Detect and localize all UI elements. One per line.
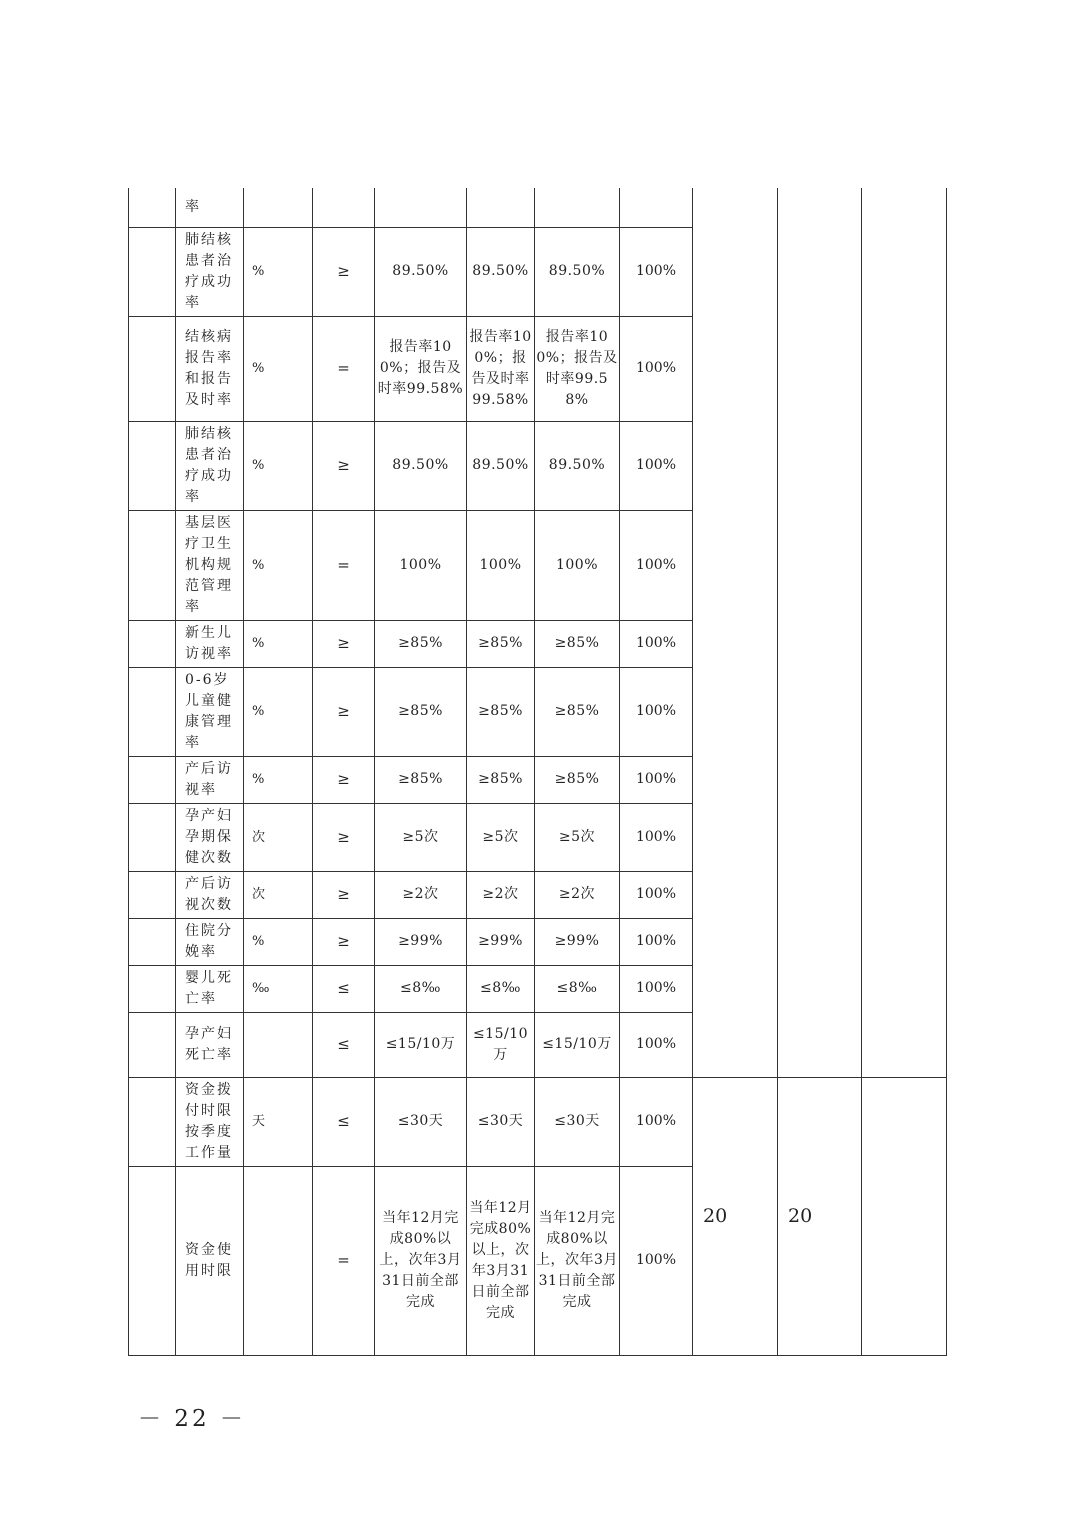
unit-cell — [244, 1012, 313, 1077]
value-cell: 当年12月完成80%以上，次年3月31日前全部完成 — [535, 1166, 620, 1355]
comparison-cell: ≥ — [313, 620, 375, 667]
indicator-name: 孕产妇孕期保健次数 — [176, 803, 244, 871]
value-cell: ≥2次 — [535, 871, 620, 918]
value-cell: ≥5次 — [535, 803, 620, 871]
comparison-cell: = — [313, 316, 375, 421]
score-cell: 100% — [620, 871, 693, 918]
value-cell: 89.50% — [467, 421, 535, 510]
weight-cell: 20 — [693, 1077, 778, 1355]
merged-empty-cell — [778, 188, 862, 1077]
value-cell: 100% — [375, 510, 467, 620]
merged-empty-cell — [693, 188, 778, 1077]
score-cell — [620, 188, 693, 227]
score-cell: 100% — [620, 756, 693, 803]
value-cell: ≥99% — [375, 918, 467, 965]
comparison-cell: ≤ — [313, 965, 375, 1012]
value-cell: 当年12月完成80%以上，次年3月31日前全部完成 — [467, 1166, 535, 1355]
value-cell: 89.50% — [535, 421, 620, 510]
unit-cell — [244, 188, 313, 227]
comparison-cell: = — [313, 1166, 375, 1355]
comparison-cell: ≥ — [313, 421, 375, 510]
unit-cell: 天 — [244, 1077, 313, 1166]
value-cell: ≥2次 — [467, 871, 535, 918]
comparison-cell: ≤ — [313, 1012, 375, 1077]
score-cell: 100% — [620, 316, 693, 421]
score-cell: 100% — [620, 620, 693, 667]
performance-indicator-table — [128, 188, 947, 1356]
comparison-cell: ≥ — [313, 871, 375, 918]
score-cell: 100% — [620, 918, 693, 965]
value-cell: 当年12月完成80%以上，次年3月31日前全部完成 — [375, 1166, 467, 1355]
score-cell: 100% — [620, 965, 693, 1012]
value-cell: ≤15/10万 — [375, 1012, 467, 1077]
unit-cell: % — [244, 918, 313, 965]
value-cell: ≤15/10万 — [467, 1012, 535, 1077]
value-cell — [467, 188, 535, 227]
comparison-cell: ≥ — [313, 667, 375, 756]
unit-cell — [244, 1166, 313, 1355]
score-cell: 100% — [620, 1012, 693, 1077]
merged-empty-cell — [862, 1077, 947, 1355]
value-cell: ≥85% — [375, 667, 467, 756]
indicator-name: 0-6岁儿童健康管理率 — [176, 667, 244, 756]
score-cell: 100% — [620, 803, 693, 871]
unit-cell: % — [244, 667, 313, 756]
table-row — [129, 188, 947, 227]
indicator-name: 资金拨付时限按季度工作量 — [176, 1077, 244, 1166]
value-cell: 89.50% — [535, 227, 620, 316]
value-cell: ≥85% — [375, 620, 467, 667]
value-cell: ≥85% — [535, 756, 620, 803]
indicator-name: 资金使用时限 — [176, 1166, 244, 1355]
comparison-cell: ≤ — [313, 1077, 375, 1166]
unit-cell: ‰ — [244, 965, 313, 1012]
indicator-name: 肺结核患者治疗成功率 — [176, 421, 244, 510]
indicator-name: 肺结核患者治疗成功率 — [176, 227, 244, 316]
page-number: － 22 － — [138, 1406, 246, 1432]
unit-cell: % — [244, 227, 313, 316]
value-cell: ≥85% — [375, 756, 467, 803]
merged-empty-cell — [862, 188, 947, 1077]
value-cell: 89.50% — [375, 227, 467, 316]
value-cell: ≥85% — [535, 667, 620, 756]
indicator-name: 婴儿死亡率 — [176, 965, 244, 1012]
value-cell: ≥2次 — [375, 871, 467, 918]
unit-cell: % — [244, 421, 313, 510]
unit-cell: % — [244, 620, 313, 667]
comparison-cell: ≥ — [313, 227, 375, 316]
value-cell: ≥5次 — [375, 803, 467, 871]
value-cell: ≤8‰ — [375, 965, 467, 1012]
comparison-cell: ≥ — [313, 756, 375, 803]
value-cell: ≤30天 — [375, 1077, 467, 1166]
value-cell: ≥85% — [467, 756, 535, 803]
value-cell: ≥85% — [467, 667, 535, 756]
value-cell: 报告率100%；报告及时率99.58% — [535, 316, 620, 421]
value-cell: 100% — [535, 510, 620, 620]
indicator-name: 结核病报告率和报告及时率 — [176, 316, 244, 421]
comparison-cell — [313, 188, 375, 227]
score-cell: 100% — [620, 1166, 693, 1355]
unit-cell: 次 — [244, 871, 313, 918]
indicator-name: 产后访视率 — [176, 756, 244, 803]
indicator-name: 住院分娩率 — [176, 918, 244, 965]
value-cell: ≤8‰ — [467, 965, 535, 1012]
score-cell: 100% — [620, 227, 693, 316]
indicator-name: 新生儿访视率 — [176, 620, 244, 667]
value-cell: ≥99% — [467, 918, 535, 965]
indicator-name: 孕产妇死亡率 — [176, 1012, 244, 1077]
unit-cell: 次 — [244, 803, 313, 871]
comparison-cell: = — [313, 510, 375, 620]
score-cell: 100% — [620, 421, 693, 510]
comparison-cell: ≥ — [313, 803, 375, 871]
table-row — [129, 1077, 947, 1166]
value-cell: ≤15/10万 — [535, 1012, 620, 1077]
indicator-name: 率 — [176, 188, 244, 227]
value-cell: ≥5次 — [467, 803, 535, 871]
score-cell: 100% — [620, 510, 693, 620]
value-cell: ≥85% — [467, 620, 535, 667]
score-cell: 100% — [620, 667, 693, 756]
indicator-name: 基层医疗卫生机构规范管理率 — [176, 510, 244, 620]
value-cell — [535, 188, 620, 227]
value-cell: 89.50% — [467, 227, 535, 316]
score-cell: 100% — [620, 1077, 693, 1166]
value-cell: 89.50% — [375, 421, 467, 510]
value-cell: ≥85% — [535, 620, 620, 667]
value-cell: 报告率100%；报告及时率99.58% — [467, 316, 535, 421]
value-cell: ≤8‰ — [535, 965, 620, 1012]
value-cell: ≤30天 — [535, 1077, 620, 1166]
indicator-name: 产后访视次数 — [176, 871, 244, 918]
weight-cell: 20 — [778, 1077, 862, 1355]
value-cell: ≥99% — [535, 918, 620, 965]
value-cell: 100% — [467, 510, 535, 620]
comparison-cell: ≥ — [313, 918, 375, 965]
value-cell: 报告率100%；报告及时率99.58% — [375, 316, 467, 421]
unit-cell: % — [244, 756, 313, 803]
unit-cell: % — [244, 510, 313, 620]
value-cell — [375, 188, 467, 227]
unit-cell: % — [244, 316, 313, 421]
value-cell: ≤30天 — [467, 1077, 535, 1166]
